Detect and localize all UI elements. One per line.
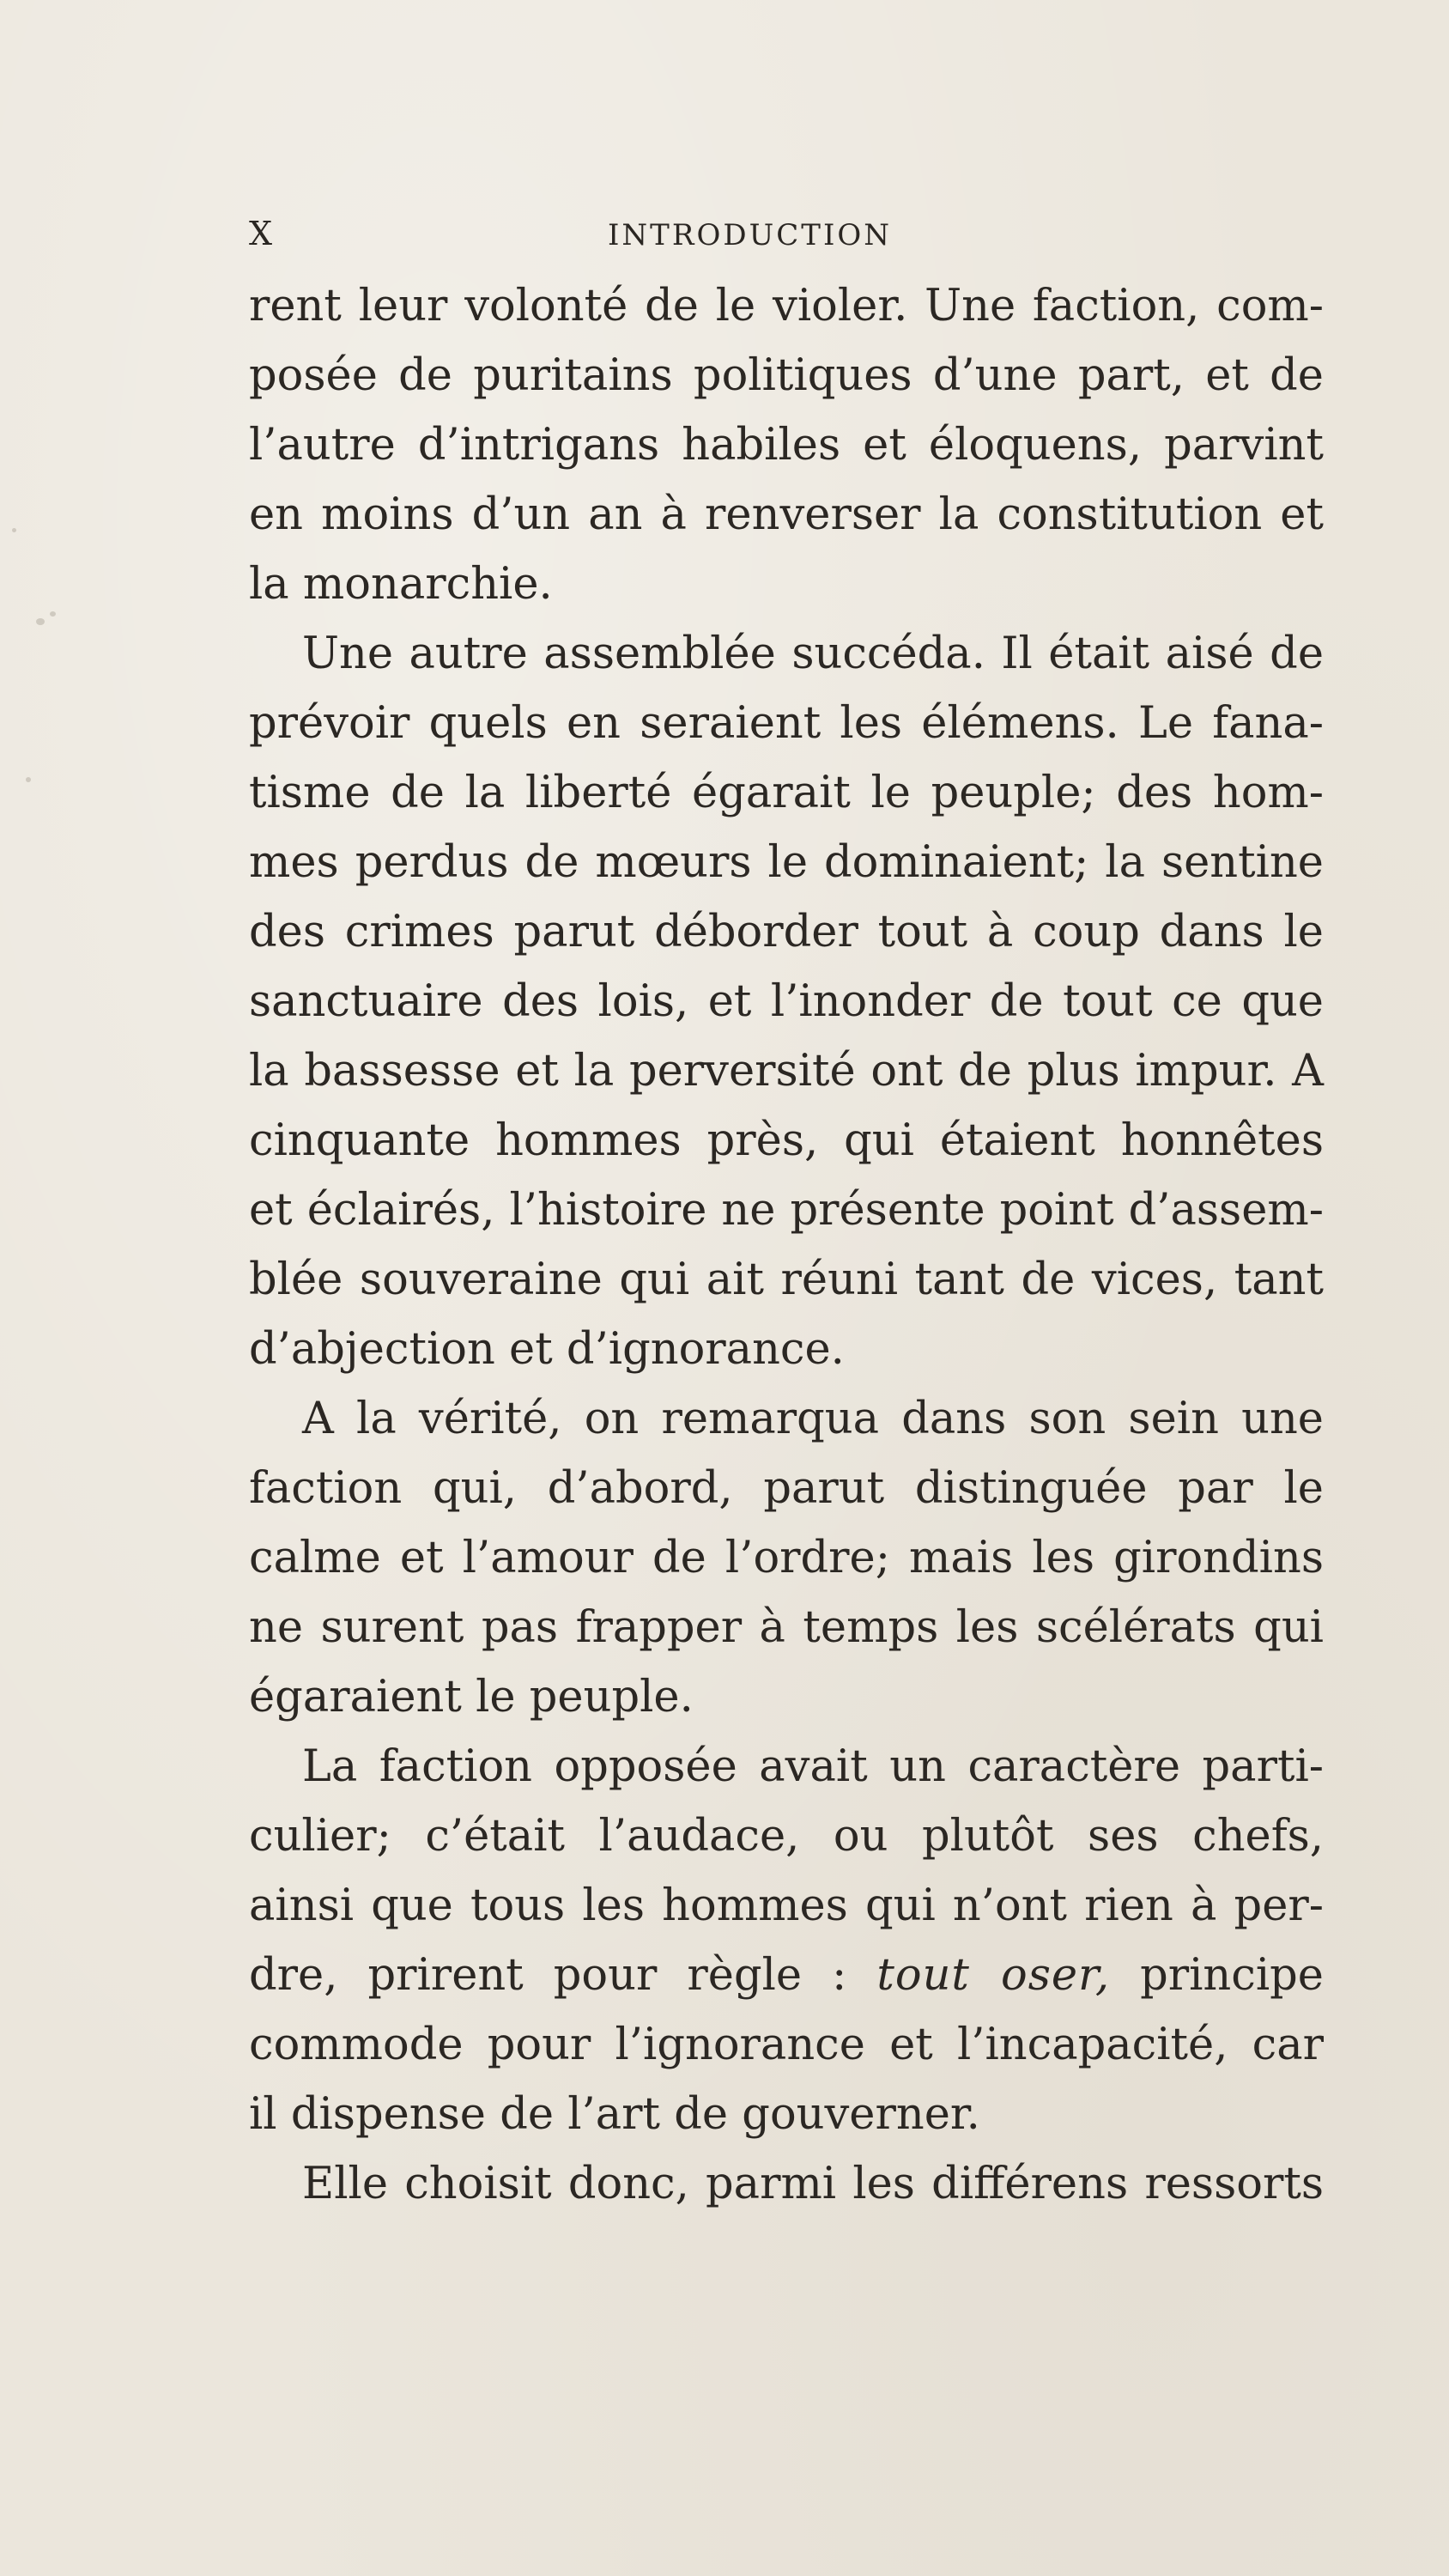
running-head	[249, 215, 1322, 266]
text-segment: principe	[1110, 1950, 1324, 2001]
text-segment: dre, prirent pour règle :	[249, 1950, 877, 2001]
text-line: Une autre assemblée succéda. Il était aisé de	[302, 629, 1324, 679]
text-line: et éclairés, l’histoire ne présente point d’assem-	[249, 1185, 1324, 1236]
paragraph-3	[249, 1384, 1324, 1732]
text-line: prévoir quels en seraient les élémens. Le fana-	[249, 698, 1324, 749]
text-line: des crimes parut déborder tout à coup dans le	[249, 907, 1324, 957]
text-line: Elle choisit donc, parmi les différens ressorts	[302, 2159, 1324, 2209]
paragraph-2	[249, 619, 1324, 1384]
text-line: sanctuaire des lois, et l’inonder de tout ce que	[249, 976, 1324, 1027]
paper-blemish	[50, 611, 56, 617]
text-line: posée de puritains politiques d’une part, et de	[249, 350, 1324, 401]
text-line: en moins d’un an à renverser la constitution et	[249, 489, 1324, 540]
text-line: faction qui, d’abord, parut distinguée par le	[249, 1463, 1324, 1514]
text-line: commode pour l’ignorance et l’incapacité, car	[249, 2020, 1324, 2070]
text-line: d’abjection et d’ignorance.	[249, 1324, 845, 1375]
text-line: tisme de la liberté égarait le peuple; des hom-	[249, 768, 1324, 818]
text-line: ainsi que tous les hommes qui n’ont rien à per-	[249, 1880, 1324, 1931]
paper-blemish	[26, 777, 31, 782]
paragraph-4	[249, 1732, 1324, 2149]
body-text	[249, 271, 1324, 2219]
paper-blemish	[12, 528, 16, 532]
text-line: culier; c’était l’audace, ou plutôt ses chefs,	[249, 1811, 1324, 1862]
text-line: égaraient le peuple.	[249, 1672, 694, 1722]
italic-phrase: tout oser,	[876, 1950, 1111, 2001]
text-line: La faction opposée avait un caractère parti-	[302, 1741, 1324, 1792]
text-line: cinquante hommes près, qui étaient honnêtes	[249, 1115, 1324, 1166]
text-line: calme et l’amour de l’ordre; mais les girondins	[249, 1533, 1324, 1583]
text-line: A la vérité, on remarqua dans son sein une	[302, 1394, 1324, 1444]
text-line: blée souveraine qui ait réuni tant de vices, tant	[249, 1255, 1324, 1305]
text-line: la monarchie.	[249, 559, 553, 610]
running-title: INTRODUCTION	[608, 218, 892, 252]
text-line-with-italic	[249, 1941, 1324, 2010]
paragraph-5	[249, 2149, 1324, 2219]
text-line: l’autre d’intrigans habiles et éloquens, parvint	[249, 420, 1324, 471]
page-number: X	[249, 215, 274, 252]
text-line: il dispense de l’art de gouverner.	[249, 2089, 980, 2140]
text-line: la bassesse et la perversité ont de plus impur. A	[249, 1046, 1324, 1097]
paragraph-1	[249, 271, 1324, 619]
text-line: ne surent pas frapper à temps les scélérats qui	[249, 1602, 1324, 1653]
paper-blemish	[36, 618, 45, 625]
text-line: rent leur volonté de le violer. Une faction, com-	[249, 281, 1324, 331]
text-line: mes perdus de mœurs le dominaient; la sentine	[249, 837, 1324, 888]
